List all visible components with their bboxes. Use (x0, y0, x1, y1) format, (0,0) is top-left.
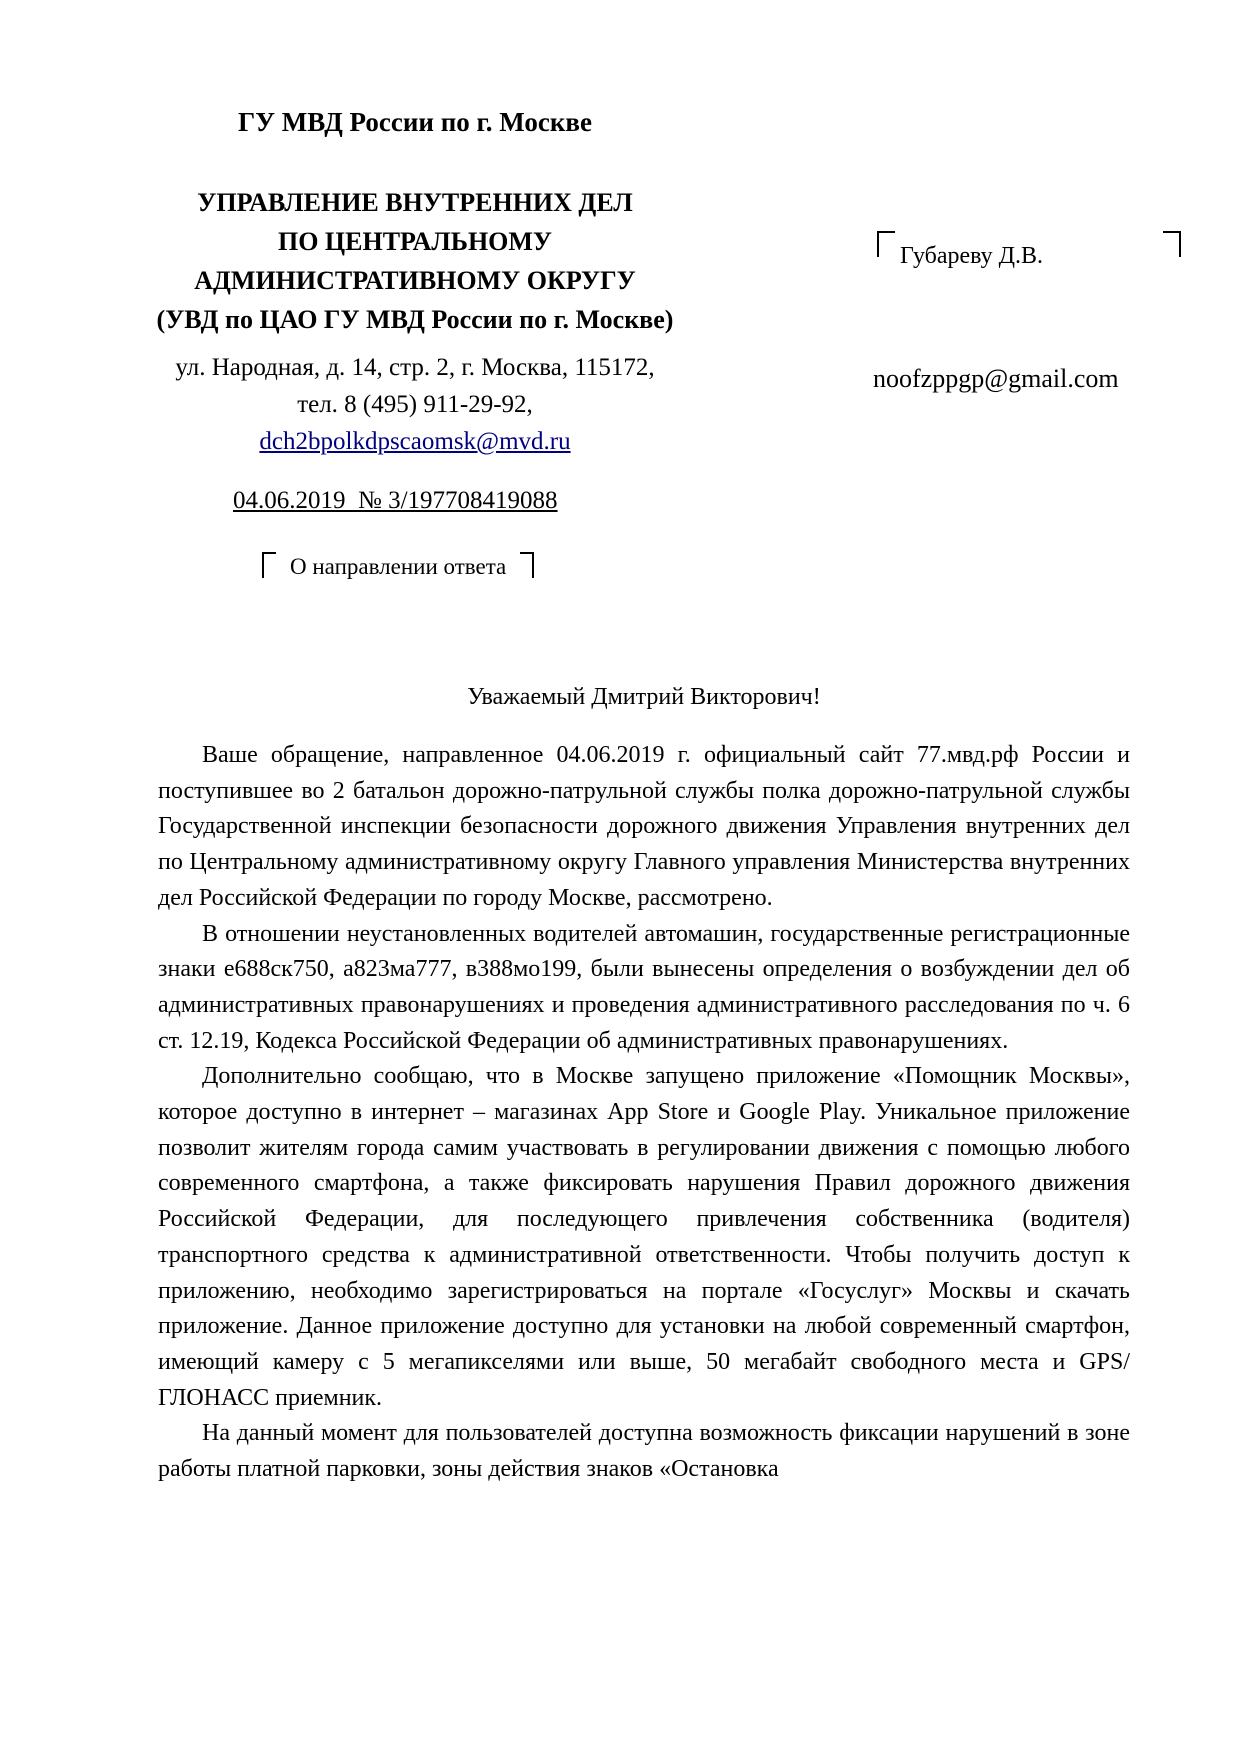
subject-text: О направлении ответа (290, 554, 507, 579)
corner-mark-left-icon (262, 552, 276, 578)
parent-org-title: ГУ МВД России по г. Москве (238, 107, 592, 137)
org-name-block (105, 183, 725, 339)
letter-body (158, 738, 1130, 1488)
sender-address-block (130, 349, 700, 460)
salutation: Уважаемый Дмитрий Викторович! (467, 684, 821, 710)
org-name-line: (УВД по ЦАО ГУ МВД России по г. Москве) (156, 305, 674, 334)
corner-mark-right-icon (520, 552, 534, 578)
address-line-phone: тел. 8 (495) 911-29-92, (297, 391, 533, 418)
recipient-corner-mark-left-icon (877, 231, 895, 257)
org-name-line: ПО ЦЕНТРАЛЬНОМУ (277, 227, 553, 256)
subject-line (262, 552, 534, 582)
body-paragraph: В отношении неустановленных водителей автомашин, государственные регистрационные знаки е688ск750, а823ма777, в388мо199, были вынесены определения о возбуждении дел об административных правонарушениях и проведения административного расследования по ч. 6 ст. 12.19, Кодекса Российской Федерации об административных правонарушениях. (158, 920, 1130, 1054)
body-paragraph: На данный момент для пользователей доступна возможность фиксации нарушений в зоне работы платной парковки, зоны действия знаков «Остановка (158, 1420, 1130, 1483)
org-name-line: УПРАВЛЕНИЕ ВНУТРЕННИХ ДЕЛ (197, 188, 633, 217)
body-paragraph: Дополнительно сообщаю, что в Москве запущено приложение «Помощник Москвы», которое доступно в интернет – магазинах App Store и Google Play. Уникальное приложение позволит жителям города самим участвовать в регулировании движения с помощью любого современного смартфона, а также фиксировать нарушения Правил дорожного движения Российской Федерации, для последующего привлечения собственника (водителя) транспортного средства к административной ответственности. Чтобы получить доступ к приложению, необходимо зарегистрироваться на портале «Госуслуг» Москвы и скачать приложение. Данное приложение доступно для установки на любой современный смартфон, имеющий камеру с 5 мегапикселями или выше, 50 мегабайт свободного места и GPS/ГЛОНАСС приемник. (158, 1063, 1130, 1411)
recipient-corner-mark-right-icon (1163, 231, 1181, 257)
body-paragraph: Ваше обращение, направленное 04.06.2019 г. официальный сайт 77.мвд.рф России и поступившее во 2 батальон дорожно-патрульной службы полка дорожно-патрульной службы Государственной инспекции безопасности дорожного движения Управления внутренних дел по Центральному административному округу Главного управления Министерства внутренних дел Российской Федерации по городу Москве, рассмотрено. (158, 742, 1130, 911)
outgoing-date-number: 04.06.2019 № 3/197708419088 (233, 487, 558, 514)
recipient-name: Губареву Д.В. (900, 243, 1044, 269)
address-line-street: ул. Народная, д. 14, стр. 2, г. Москва, 115172, (175, 354, 655, 381)
recipient-email: noofzppgp@gmail.com (873, 364, 1119, 393)
org-name-line: АДМИНИСТРАТИВНОМУ ОКРУГУ (194, 266, 636, 295)
sender-email-link[interactable]: dch2bpolkdpscaomsk@mvd.ru (259, 428, 571, 455)
